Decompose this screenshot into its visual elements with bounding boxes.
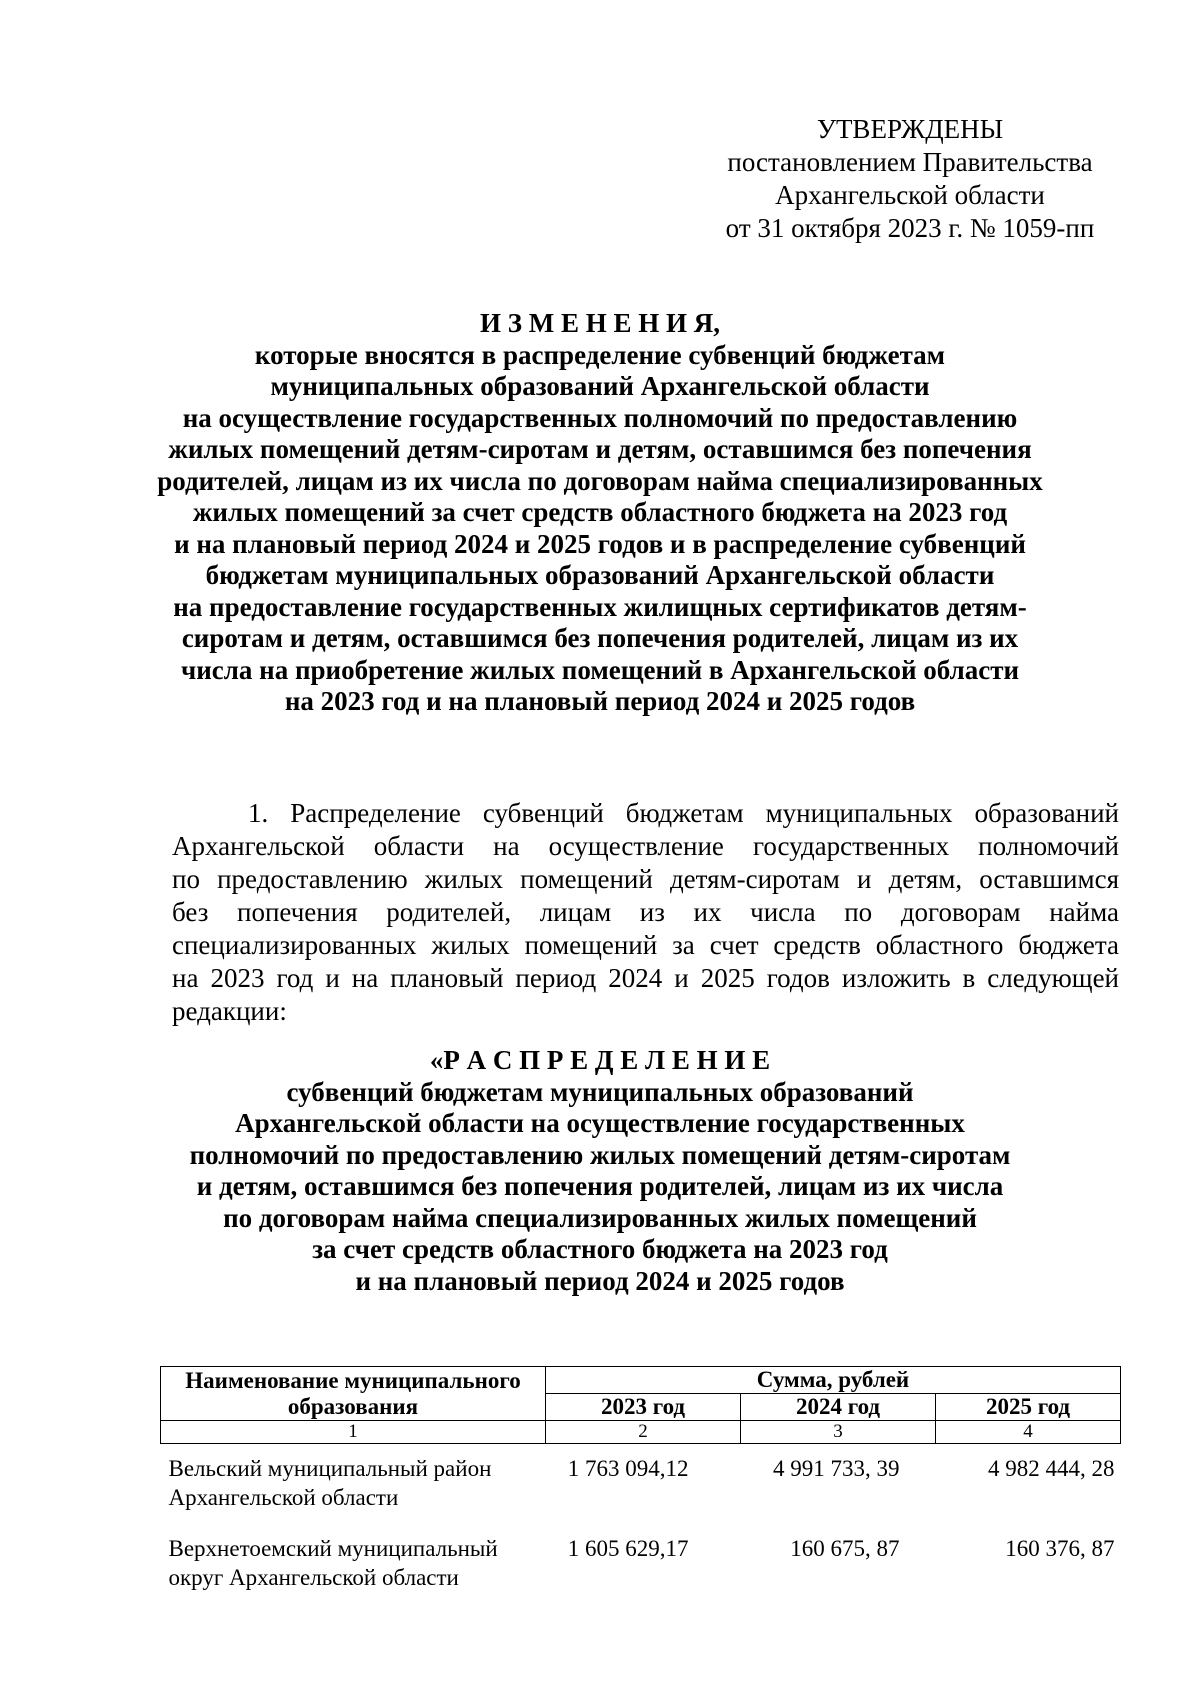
header-year-2025: 2025 год	[936, 1394, 1121, 1421]
distribution-table	[160, 1366, 1121, 1604]
subtitle-line: за счет средств областного бюджета на 2023 год	[312, 1234, 888, 1264]
paragraph-1	[172, 797, 1119, 1028]
header-sum: Сумма, рублей	[546, 1367, 1121, 1394]
subtitle-heading: «Р А С П Р Е Д Е Л Е Н И Е	[429, 1045, 771, 1075]
subtitle-line: по договорам найма специализированных жилых помещений	[223, 1202, 977, 1233]
subtitle-line: Архангельской области на осуществление государственных	[235, 1108, 965, 1138]
subtitle-line: и детям, оставшимся без попечения родителей, лицам из их числа	[196, 1171, 1004, 1201]
title-line: жилых помещений детям-сиротам и детям, оставшимся без попечения	[168, 434, 1032, 464]
amount-2023: 1 763 094,12	[567, 1456, 689, 1481]
paragraph-line: Архангельской области на осуществление государственных полномочий	[172, 831, 1119, 861]
title-line: которые вносятся в распределение субвенций бюджетам	[254, 339, 946, 370]
approval-line: Архангельской области	[775, 180, 1045, 210]
title-line: на осуществление государственных полномочий по предоставлению	[182, 402, 1018, 433]
paragraph-line: по предоставлению жилых помещений детям-сиротам и детям, оставшимся	[172, 864, 1119, 894]
approval-line: УТВЕРЖДЕНЫ	[816, 114, 1004, 144]
title-line: жилых помещений за счет средств областного бюджета на 2023 год	[192, 497, 1008, 527]
subtitle-line: и на плановый период 2024 и 2025 годов	[355, 1265, 845, 1296]
title-line: числа на приобретение жилых помещений в Архангельской области	[180, 654, 1020, 685]
amount-2023: 1 605 629,17	[567, 1536, 689, 1561]
title-line: сиротам и детям, оставшимся без попечения родителей, лицам из их	[181, 623, 1019, 653]
municipality-name: Верхнетоемский муниципальный округ Архангельской области	[168, 1536, 498, 1590]
column-number: 4	[936, 1421, 1121, 1444]
amount-2024: 160 675, 87	[790, 1536, 900, 1561]
title-line: бюджетам муниципальных образований Архангельской области	[205, 560, 995, 590]
paragraph-line: редакции:	[172, 996, 287, 1026]
approval-line: постановлением Правительства	[727, 147, 1093, 177]
header-municipality: Наименование муниципального образования	[161, 1367, 546, 1421]
paragraph-line: на 2023 год и на плановый период 2024 и 2025 годов изложить в следующей	[172, 963, 1119, 993]
table-row	[161, 1524, 1121, 1604]
column-number: 3	[741, 1421, 936, 1444]
subtitle-line: субвенций бюджетам муниципальных образований	[286, 1076, 914, 1107]
title-line: муниципальных образований Архангельской области	[270, 371, 930, 401]
table-row	[161, 1444, 1121, 1525]
header-year-2023: 2023 год	[546, 1394, 741, 1421]
amount-2025: 160 376, 87	[1005, 1536, 1115, 1561]
paragraph-line: 1. Распределение субвенций бюджетам муниципальных образований	[248, 798, 1119, 828]
subtitle-line: полномочий по предоставлению жилых помещений детям-сиротам	[189, 1139, 1011, 1170]
header-year-2024: 2024 год	[741, 1394, 936, 1421]
amount-2025: 4 982 444, 28	[988, 1456, 1115, 1481]
title-heading: И З М Е Н Е Н И Я,	[479, 308, 720, 338]
title-line: на 2023 год и на плановый период 2024 и 2025 годов	[284, 686, 916, 716]
approval-block	[700, 113, 1120, 245]
column-number: 1	[161, 1421, 546, 1444]
column-number: 2	[546, 1421, 741, 1444]
title-line: на предоставление государственных жилищных сертификатов детям-	[173, 591, 1027, 622]
amount-2024: 4 991 733, 39	[773, 1456, 900, 1481]
paragraph-line: специализированных жилых помещений за счет средств областного бюджета	[172, 930, 1119, 960]
paragraph-line: без попечения родителей, лицам из их числа по договорам найма	[172, 897, 1119, 927]
distribution-title	[120, 1045, 1080, 1297]
title-line: и на плановый период 2024 и 2025 годов и в распределение субвенций	[174, 528, 1026, 559]
title-line: родителей, лицам из их числа по договорам найма специализированных	[157, 465, 1043, 496]
municipality-name: Вельский муниципальный район Архангельской области	[168, 1456, 492, 1510]
document-title	[120, 308, 1080, 718]
approval-line: от 31 октября 2023 г. № 1059-пп	[725, 213, 1095, 243]
